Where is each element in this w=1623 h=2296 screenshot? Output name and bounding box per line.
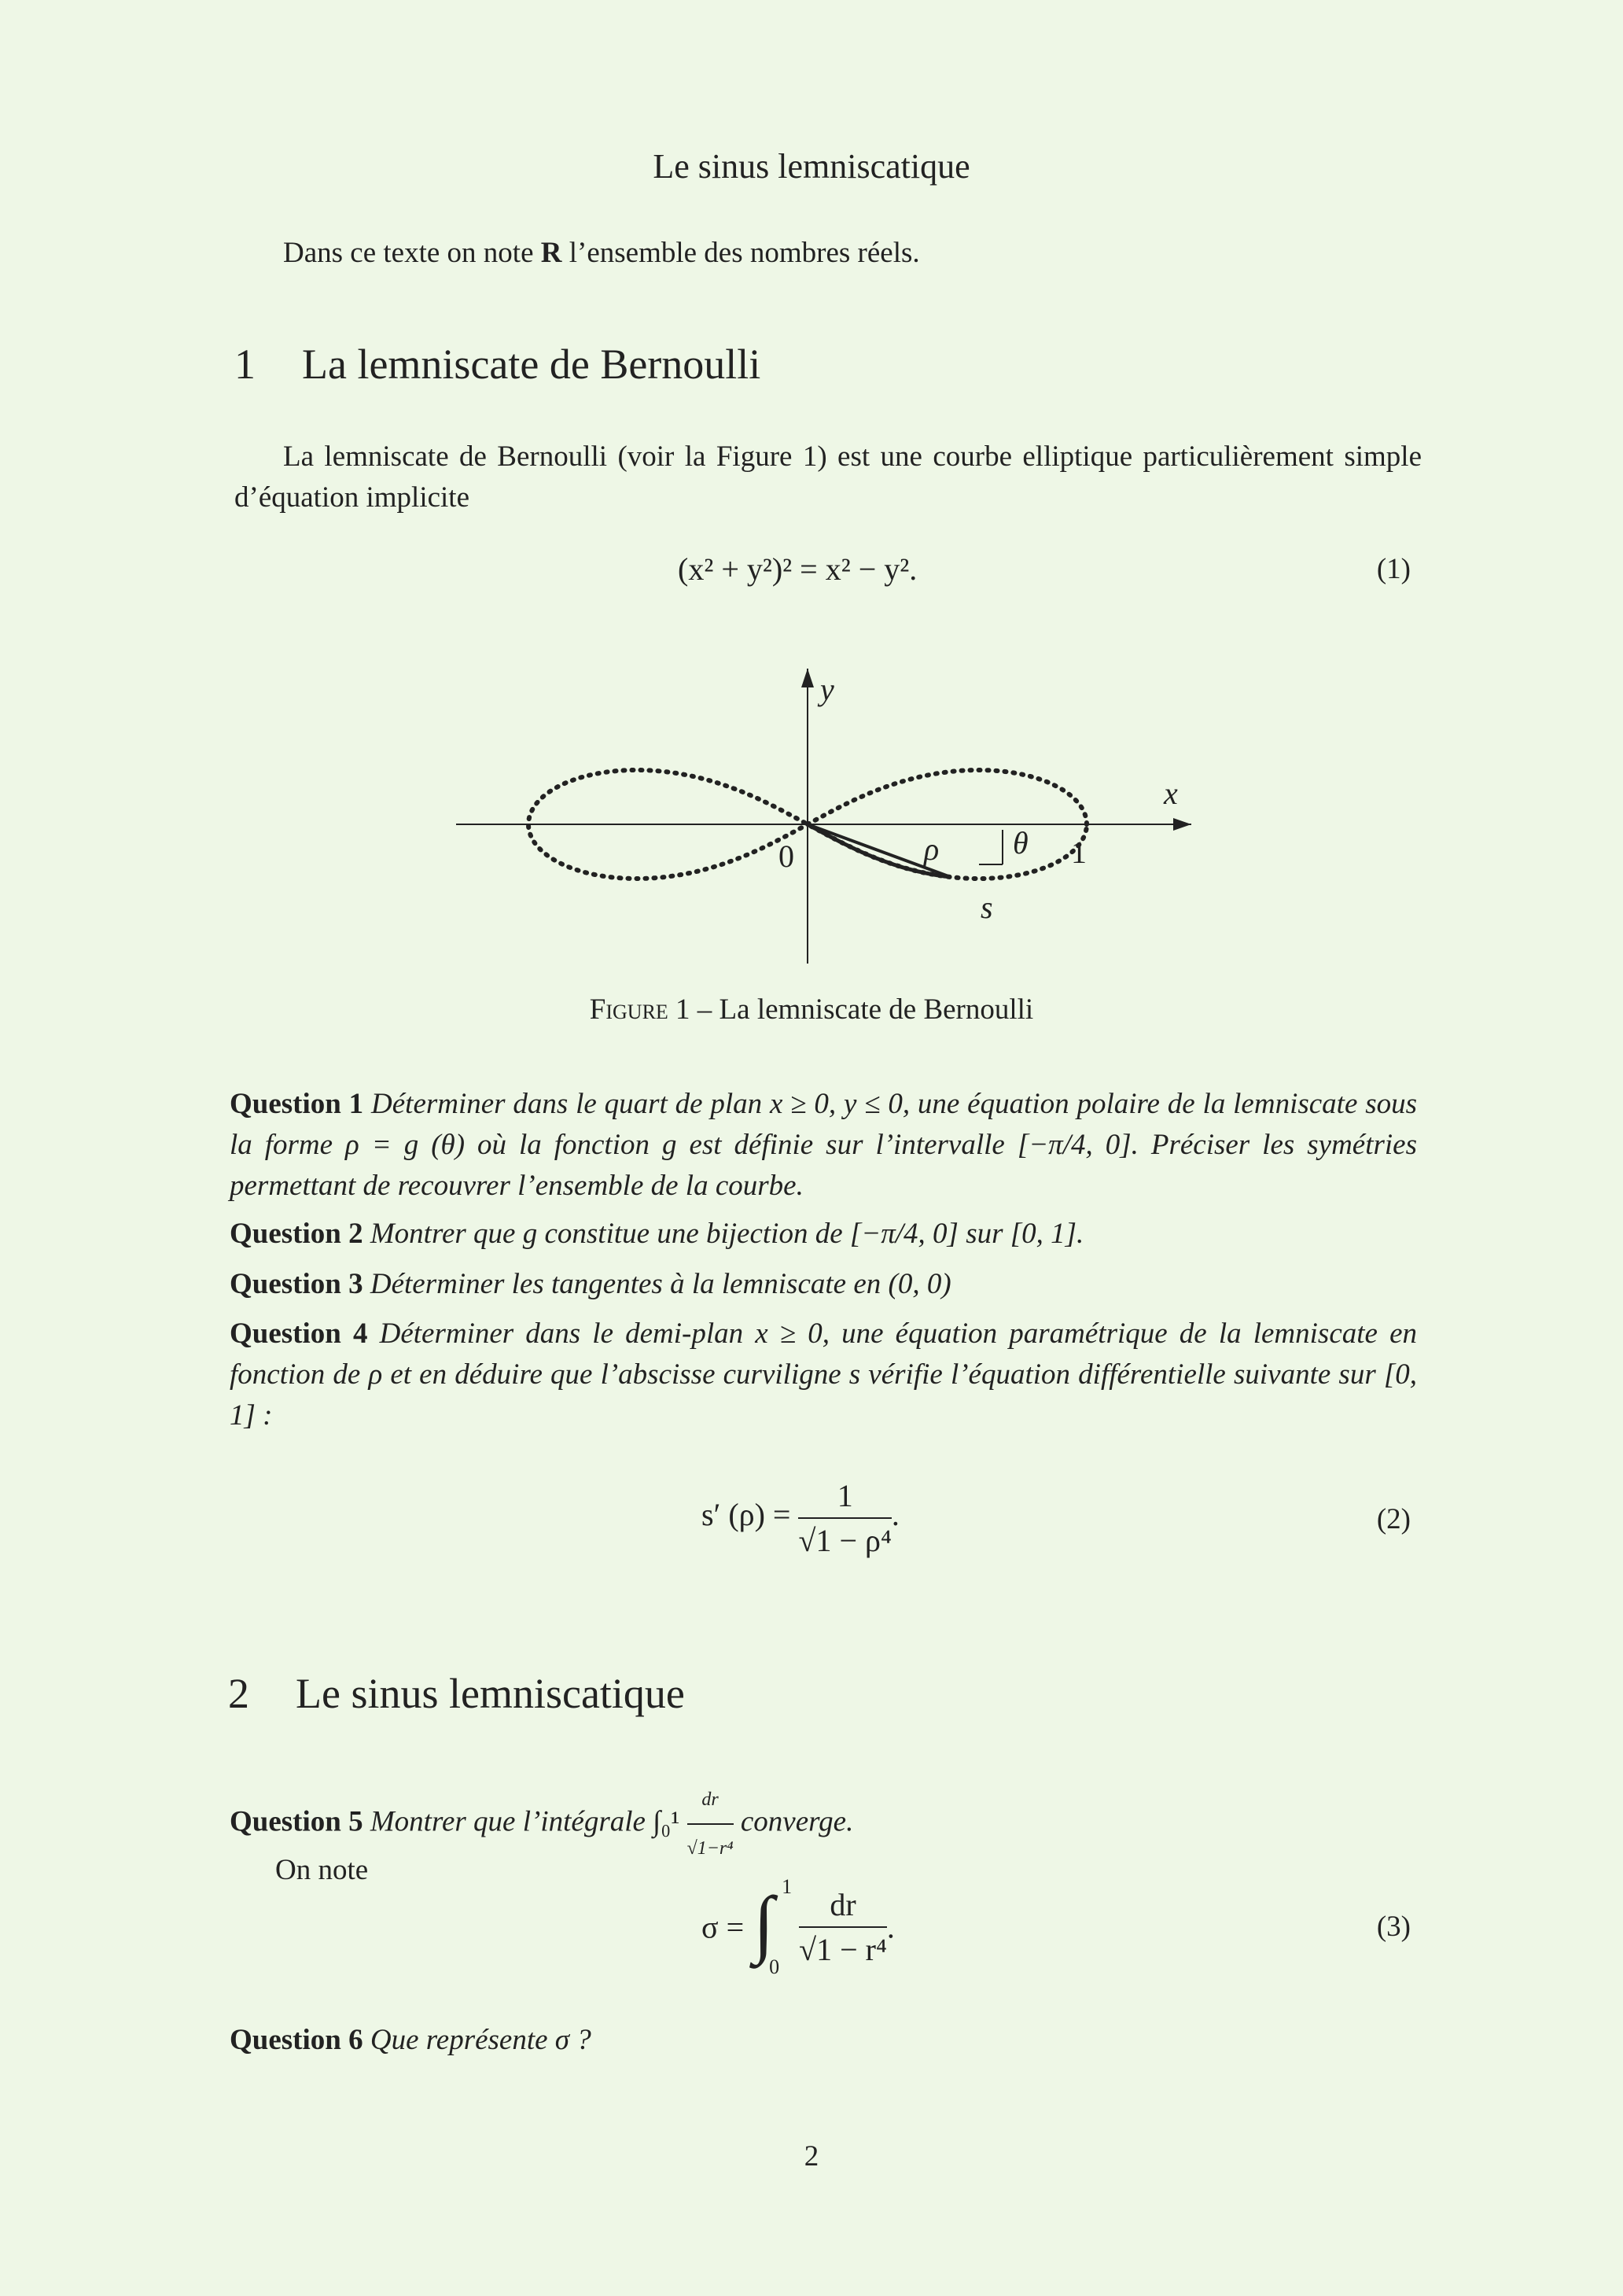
equation-3-lhs: σ = xyxy=(701,1909,745,1945)
equation-3-number: (3) xyxy=(1376,1911,1411,1943)
section-1-heading xyxy=(234,340,760,389)
section-2-title: Le sinus lemniscatique xyxy=(296,1670,685,1717)
question-1-text: Déterminer dans le quart de plan x ≥ 0, y ≤ 0, une équation polaire de la lemniscate sous la forme ρ = g (θ) où la fonction g est définie sur l’intervalle [−π/4, 0]. Préciser les symétries permettant de recouvrer l’ensemble de la courbe. xyxy=(230,1088,1417,1202)
label-rho: ρ xyxy=(924,831,940,867)
question-3-text: Déterminer les tangentes à la lemniscate en (0, 0) xyxy=(370,1268,951,1300)
x-axis-arrow xyxy=(1173,818,1191,831)
question-5-text-after: converge. xyxy=(733,1805,854,1838)
intro-text xyxy=(283,236,920,270)
question-3-label: Question 3 xyxy=(230,1268,363,1300)
on-note-text: On note xyxy=(275,1854,369,1886)
reals-symbol: R xyxy=(540,237,562,269)
equation-2-fraction xyxy=(798,1477,891,1559)
section-2-number: 2 xyxy=(228,1670,249,1717)
section-2-heading xyxy=(228,1669,685,1718)
page-number: 2 xyxy=(804,2140,819,2173)
question-6 xyxy=(230,2020,1417,2061)
equation-1-number: (1) xyxy=(1376,553,1411,585)
caption-prefix: Figure 1 xyxy=(589,993,690,1026)
integral-lower: 0 xyxy=(769,1955,780,1978)
question-1-label: Question 1 xyxy=(230,1088,364,1120)
integral-sign: ∫ xyxy=(753,1881,775,1965)
label-s: s xyxy=(981,890,993,925)
integral-symbol xyxy=(752,1875,793,1978)
caption-text: – La lemniscate de Bernoulli xyxy=(690,993,1034,1026)
lemniscate-figure xyxy=(456,661,1195,975)
equation-2-tail: . xyxy=(891,1497,900,1533)
integral-upper: 1 xyxy=(782,1875,793,1898)
question-4-label: Question 4 xyxy=(230,1318,368,1350)
question-1 xyxy=(230,1084,1417,1207)
question-3 xyxy=(230,1264,1417,1305)
equation-2-lhs: s′ (ρ) = xyxy=(701,1497,791,1533)
equation-3-tail: . xyxy=(886,1909,895,1945)
question-4 xyxy=(230,1314,1417,1436)
equation-2-number: (2) xyxy=(1376,1503,1411,1535)
intro-after: l’ensemble des nombres réels. xyxy=(561,237,920,269)
intro-before: Dans ce texte on note xyxy=(283,237,541,269)
equation-2 xyxy=(701,1477,900,1559)
question-2-text: Montrer que g constitue une bijection de [−π/4, 0] sur [0, 1]. xyxy=(370,1218,1084,1250)
equation-2-numerator: 1 xyxy=(798,1477,891,1519)
question-5-integral: ∫₀¹ xyxy=(653,1805,680,1838)
label-origin: 0 xyxy=(778,838,794,874)
equation-3-denominator: √1 − r⁴ xyxy=(799,1932,887,1967)
equation-1: (x² + y²)² = x² − y². xyxy=(678,551,918,587)
y-axis-arrow xyxy=(801,669,814,687)
label-theta: θ xyxy=(1013,825,1029,861)
question-2-label: Question 2 xyxy=(230,1218,363,1250)
question-6-text: Que représente σ ? xyxy=(370,2024,591,2056)
label-x: x xyxy=(1164,776,1178,811)
question-5-fraction xyxy=(687,1779,734,1869)
label-one: 1 xyxy=(1071,835,1087,870)
equation-3 xyxy=(701,1875,895,1978)
paragraph-1: La lemniscate de Bernoulli (voir la Figure 1) est une courbe elliptique particulièrement simple d’équation implicite xyxy=(234,440,1422,514)
question-2 xyxy=(230,1214,1417,1255)
question-5 xyxy=(230,1779,1417,1869)
equation-3-fraction xyxy=(799,1886,887,1968)
question-5-text-before: Montrer que l’intégrale xyxy=(370,1805,653,1838)
question-5-label: Question 5 xyxy=(230,1805,363,1838)
question-5-denominator: √1−r⁴ xyxy=(686,1838,734,1859)
equation-2-denominator: √1 − ρ⁴ xyxy=(798,1523,892,1558)
label-y: y xyxy=(820,672,834,707)
question-4-text: Déterminer dans le demi-plan x ≥ 0, une équation paramétrique de la lemniscate en fonction de ρ et en déduire que l’abscisse curviligne s vérifie l’équation différentielle suivante sur [0, 1] : xyxy=(230,1318,1417,1432)
section-1-number: 1 xyxy=(234,341,256,388)
question-6-label: Question 6 xyxy=(230,2024,363,2056)
section-1-title: La lemniscate de Bernoulli xyxy=(302,341,761,388)
figure-caption xyxy=(0,993,1623,1026)
equation-3-numerator: dr xyxy=(799,1886,887,1928)
question-5-numerator: dr xyxy=(687,1779,734,1825)
page-title: Le sinus lemniscatique xyxy=(653,147,970,186)
